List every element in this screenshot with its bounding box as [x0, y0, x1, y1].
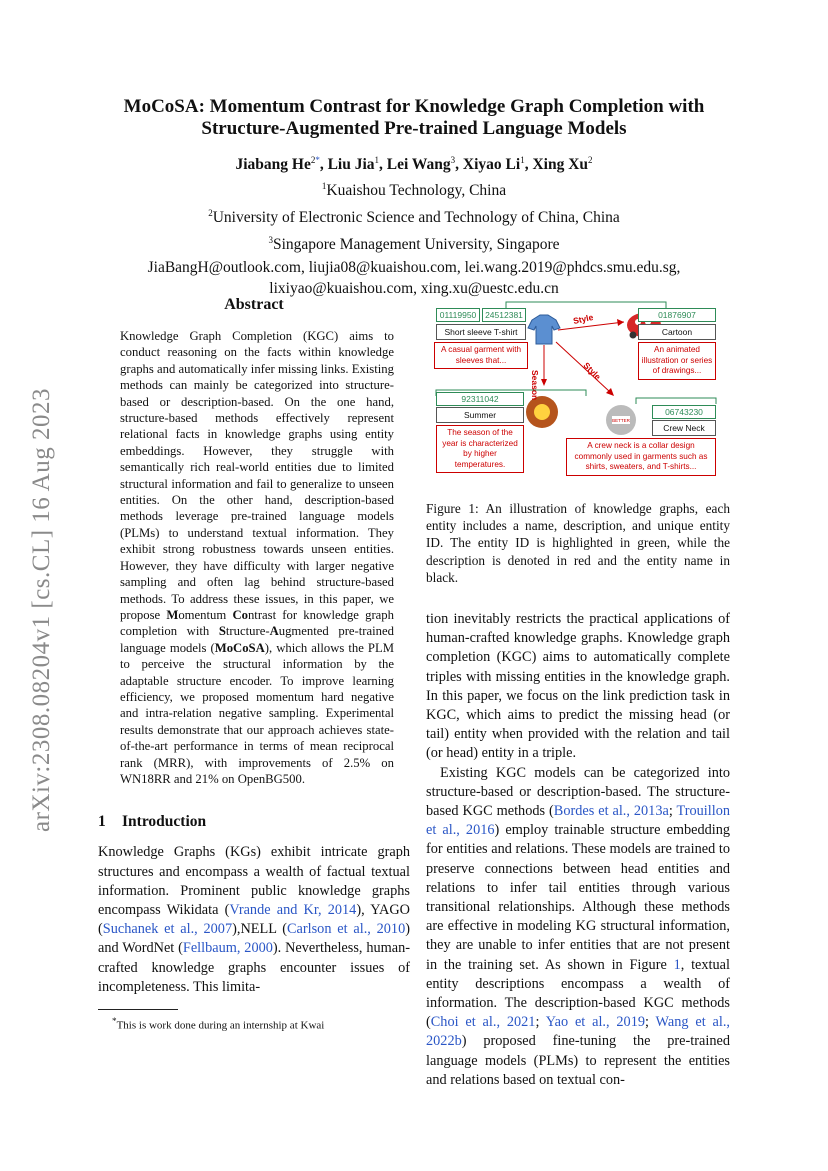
- paper-title: [96, 96, 732, 140]
- affiliation: [96, 175, 732, 202]
- entity-description: The season of the year is characterized by higher temperatures.: [436, 425, 524, 473]
- citation-link[interactable]: Bordes et al., 2013a: [553, 803, 669, 820]
- crew-neck-shirt-icon: [606, 405, 636, 435]
- arxiv-id: arXiv:2308.08204v1 [cs.CL] 16 Aug 2023: [28, 388, 55, 832]
- acronym-letter: Co: [232, 607, 248, 622]
- acronym-letter: M: [166, 607, 179, 622]
- body-text: ) employ trainable structure embedding for entities and relations. These models are trained to preserve connections between head entities and relations to infer tail entities through various transitional relationships. Although these methods are effective in modeling KG structural information, they are unable to infer entities that are not present in the training set. As shown in Figure: [426, 822, 731, 973]
- affiliation: [96, 202, 732, 229]
- entity-id: 01876907: [638, 308, 716, 322]
- entity-id: 06743230: [652, 405, 716, 419]
- abstract-text: tructure-: [225, 624, 270, 639]
- author-list: Jiabang $He^{2*}$, Liu Jia$^1$, Lei Wang$^3$, Xiyao Li$^1$, Xing Xu$^2$: [235, 155, 593, 174]
- author-name: Liu Jia: [327, 156, 375, 174]
- citation-link[interactable]: Trouillon et al., 2016: [426, 803, 731, 839]
- citation-link[interactable]: Choi et al., 2021: [430, 1014, 536, 1031]
- abstract-heading: Abstract: [224, 296, 284, 313]
- abstract-text: Knowledge Graph Completion (KGC) aims to conduct reasoning on the facts within knowledge graphs and automatically infer missing links. Existing methods can mainly be categorized into structure-based or description-based. On the one hand, structure-based methods effectively represent relational facts in knowledge graphs using entity embeddings. However, they struggle with semantically rich real-world entities due to limited structural information and fail to generalize to unseen entities. On the other hand, description-based methods leverage pre-trained language models (PLMs) to understand textual information. They exhibit strong robustness towards unseen entities. However, they have difficulty with larger negative sampling and often lag behind structure-based methods. To address these issues, in this paper, we propose: [120, 329, 394, 622]
- citation-link[interactable]: Suchanek et al., 2007: [102, 921, 233, 938]
- right-column: [426, 300, 730, 1090]
- relation-label: Style: [572, 311, 595, 327]
- author-affil: 2: [310, 155, 316, 165]
- body-text: ),NELL (: [232, 921, 287, 938]
- entity-name: Crew Neck: [652, 420, 716, 436]
- tshirt-icon: [528, 315, 560, 344]
- section-number: 1: [98, 813, 106, 831]
- entity-id: 92311042: [436, 392, 524, 406]
- entity-name: Short sleeve T-shirt: [436, 324, 526, 340]
- author-affil: 1: [520, 155, 525, 165]
- body-text: ). Nevertheless, human-crafted knowledge graphs encounter issues of incompleteness. This limita-: [98, 940, 410, 995]
- body-paragraph: tion inevitably restricts the practical applications of human-crafted knowledge graphs. Knowledge graph completion (KGC) aims to automatically complete triples with missing entities in the knowledge graph. In this paper, we focus on the link prediction task in KGC, which aims to predict the missing head (or tail) entity when provided with the relation and tail (or head) entity in a triple.: [426, 611, 730, 762]
- summer-sun-icon: [526, 396, 558, 428]
- entity-name: Summer: [436, 407, 524, 423]
- method-name: MoCoSA: [214, 640, 265, 655]
- affil-mark: 3: [268, 235, 273, 246]
- email-line: lixiyao@kuaishou.com, xing.xu@uestc.edu.cn: [269, 279, 559, 297]
- body-text: ;: [535, 1014, 546, 1031]
- relation-label: Style: [581, 360, 603, 382]
- affil-mark: 1: [321, 181, 327, 192]
- body-text: ;: [645, 1014, 656, 1031]
- entity-id: 24512381: [482, 308, 526, 322]
- abstract-text: ntrast for knowledge graph completion with: [120, 607, 394, 639]
- affil-mark: 2: [208, 208, 213, 219]
- author-affil: 1: [374, 155, 380, 165]
- section-title: Introduction: [122, 813, 207, 831]
- footnote-rule: [98, 1009, 178, 1010]
- title-line-1: MoCoSA: Momentum Contrast for Knowledge Graph Completion with: [123, 96, 705, 117]
- author-name: Xing Xu: [532, 156, 589, 174]
- entity-description: A crew neck is a collar design commonly used in garments such as shirts, sweaters, and T-shirts...: [566, 438, 716, 476]
- footnote-text: This is work done during an internship at Kwai: [116, 1019, 325, 1032]
- footnote-mark: *: [112, 1016, 117, 1026]
- author-affil: 2: [588, 155, 593, 165]
- shirt-logo-text: BETTER: [612, 418, 630, 423]
- acronym-letter: S: [218, 624, 226, 639]
- footnote-mark[interactable]: *: [315, 155, 320, 165]
- figure-1: [426, 300, 730, 490]
- author-name: Xiyao Li: [462, 156, 521, 174]
- body-text: Existing KGC models can be categorized into structure-based or description-based. The structure-based KGC methods (: [426, 764, 730, 820]
- relation-label: Season: [530, 370, 540, 401]
- author-affil: 3: [450, 155, 456, 165]
- email-line: JiaBangH@outlook.com, liujia08@kuaishou.com, lei.wang.2019@phdcs.smu.edu.sg,: [147, 258, 681, 276]
- intro-paragraph: [98, 843, 410, 997]
- citation-link[interactable]: Vrande and Kr, 2014: [229, 901, 357, 918]
- affiliation: [96, 229, 732, 256]
- title-line-2: Structure-Augmented Pre-trained Language Models: [201, 118, 627, 139]
- body-text: , textual entity descriptions encompass a wealth of information. The description-based KGC methods (: [426, 956, 730, 1031]
- section-heading: [98, 813, 410, 831]
- left-column: [98, 296, 410, 1033]
- entity-name: Cartoon: [638, 324, 716, 340]
- body-text: ), YAGO (: [98, 901, 411, 938]
- citation-link[interactable]: Carlson et al., 2010: [287, 921, 406, 938]
- body-text: ;: [668, 803, 677, 820]
- figure-caption: Figure 1: An illustration of knowledge graphs, each entity includes a name, description, and unique entity ID. The entity ID is highlighted in green, while the description is denoted in red and the entity name in black.: [426, 501, 730, 585]
- abstract-text: omentum: [178, 607, 233, 622]
- body-text: ) proposed fine-tuning the pre-trained language models (PLMs) to represent the entities and relations based on textual con-: [426, 1033, 730, 1088]
- citation-link[interactable]: Fellbaum, 2000: [182, 940, 273, 957]
- acronym-letter: A: [269, 624, 279, 639]
- citation-link[interactable]: Wang et al., 2022b: [426, 1014, 730, 1050]
- entity-description: An animated illustration or series of drawings...: [638, 342, 716, 380]
- author-name: Jiabang He: [235, 156, 311, 174]
- body-text: Knowledge Graphs (KGs) exhibit intricate graph structures and encompass a wealth of factual textual information. Prominent public knowledge graphs encompass Wikidata (: [98, 844, 410, 918]
- entity-id: 01119950: [436, 308, 480, 322]
- body-paragraph: [426, 764, 730, 1090]
- footnote: [98, 1014, 410, 1033]
- citation-link[interactable]: Yao et al., 2019: [545, 1014, 645, 1031]
- affil-text: Singapore Management University, Singapore: [272, 236, 560, 254]
- paper-header: [96, 96, 732, 299]
- body-text: ) and WordNet (: [98, 921, 410, 957]
- affil-text: Kuaishou Technology, China: [326, 182, 507, 200]
- abstract-body: [98, 328, 410, 787]
- author-name: Lei Wang: [386, 156, 451, 174]
- figure-ref-link[interactable]: 1: [673, 956, 681, 973]
- abstract-text: ), which allows the PLM to perceive the structural information by the adaptable structure encoder. To improve learning efficiency, we proposed momentum hard negative and intra-relation negative sampling. Experimental results demonstrate that our approach achieves state-of-the-art performance in terms of mean reciprocal rank (MRR), with improvements of 2.5% on WN18RR and 21% on OpenBG500.: [120, 640, 395, 786]
- affil-text: University of Electronic Science and Technology of China, China: [212, 209, 620, 227]
- abstract-text: ugmented pre-trained language models (: [120, 624, 394, 655]
- entity-description: A casual garment with sleeves that...: [434, 342, 528, 369]
- arxiv-stamp: [24, 360, 60, 860]
